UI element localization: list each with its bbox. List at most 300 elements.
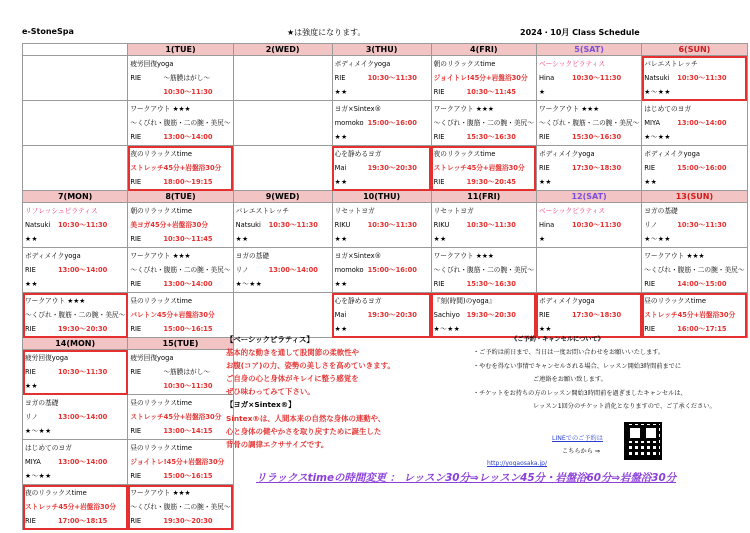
intensity-stars: ★★ xyxy=(235,235,249,244)
class-instructor-row xyxy=(130,424,230,438)
notice-line: ご連絡をお願い致します。 xyxy=(533,376,607,384)
class-entry xyxy=(128,440,232,484)
class-instructor-row xyxy=(434,277,534,291)
class-name: ヨガの基礎 xyxy=(644,207,678,215)
instructor-name: RIKU xyxy=(334,221,351,230)
class-combo: バレトン45分+岩盤浴30分 xyxy=(130,311,215,320)
class-name: 昼のリラックスtime xyxy=(130,297,193,305)
class-subtitle: 〜筋膜はがし〜 xyxy=(163,74,211,83)
class-cell xyxy=(128,146,233,191)
class-instructor-row xyxy=(434,308,534,322)
instructor-name: momoko xyxy=(334,119,364,128)
intensity-stars: ★★ xyxy=(334,178,348,187)
class-instructor-row xyxy=(130,469,230,483)
instructor-name: Natsuki xyxy=(235,221,261,230)
instructor-name: RIKU xyxy=(433,221,450,230)
class-instructor-row xyxy=(644,161,744,175)
notice-line: レッスン1回分のチケット消化となりますので、ご了承ください。 xyxy=(533,403,716,411)
class-time: 19:30〜20:30 xyxy=(58,325,108,334)
instructor-name: RIE xyxy=(130,325,142,334)
class-name: ワークアウト ★★★ xyxy=(130,489,191,497)
class-instructor-row xyxy=(25,322,125,336)
class-instructor-row xyxy=(25,218,125,232)
class-cell xyxy=(536,101,641,146)
day-header: 8(TUE) xyxy=(128,191,233,203)
class-entry xyxy=(432,56,536,100)
intensity-stars: ★〜★★ xyxy=(644,88,671,97)
instructor-name: Natsuki xyxy=(25,221,51,230)
empty-cell xyxy=(233,293,332,338)
class-cell xyxy=(128,56,233,101)
basic-pilates-line: ご自身の心と身体がキレイに整う感覚を xyxy=(226,374,359,384)
intensity-stars: ★★ xyxy=(538,325,552,334)
class-instructor-row xyxy=(335,263,429,277)
day-header: 9(WED) xyxy=(233,191,332,203)
class-entry xyxy=(333,248,431,292)
notice-title: 《ご予約・キャンセルについて》 xyxy=(511,336,604,343)
class-cell xyxy=(128,485,233,530)
class-name: ベーシックピラティス xyxy=(538,207,606,215)
class-name: ボディメイクyoga xyxy=(25,252,81,260)
class-cell xyxy=(23,248,128,293)
class-instructor-row xyxy=(236,218,330,232)
instructor-name: リノ xyxy=(644,221,658,230)
class-instructor-row xyxy=(644,71,744,85)
instructor-name: リノ xyxy=(25,413,39,422)
intensity-stars: ★〜★★ xyxy=(644,235,671,244)
instructor-name: RIE xyxy=(25,517,36,526)
class-time: 13:00〜14:00 xyxy=(163,133,213,142)
instructor-name: RIE xyxy=(130,133,142,142)
day-header: 6(SUN) xyxy=(642,44,747,56)
class-name: 心を静めるヨガ xyxy=(334,150,382,158)
class-combo: ストレッチ45分+岩盤浴30分 xyxy=(644,311,736,320)
class-cell xyxy=(23,350,128,395)
class-name: ヨガ×Sintex® xyxy=(334,252,382,260)
class-name: ボディメイクyoga xyxy=(334,60,391,68)
class-entry xyxy=(128,350,232,394)
class-time: 10:30〜11:30 xyxy=(677,221,727,230)
class-time: 10:30〜11:30 xyxy=(571,74,622,83)
schedule-title: 2024・10月 Class Schedule xyxy=(520,28,640,37)
class-instructor-row xyxy=(130,71,230,85)
relax-time-change-message xyxy=(256,469,676,484)
class-time: 10:30〜11:30 xyxy=(677,74,727,83)
class-instructor-row xyxy=(434,85,534,99)
empty-cell xyxy=(233,101,332,146)
class-time: 15:30〜16:30 xyxy=(466,280,516,289)
intensity-stars: ★★ xyxy=(334,280,348,289)
class-entry xyxy=(234,203,332,247)
sintex-line: 心と身体の健やかさを取り戻すために誕生した xyxy=(226,426,382,436)
class-time: 13:00〜14:00 xyxy=(58,413,108,422)
intensity-note: ★は強度になります。 xyxy=(287,28,366,37)
instructor-name: RIE xyxy=(433,88,445,97)
no-day xyxy=(431,485,536,530)
class-time: 13:00〜14:00 xyxy=(163,280,213,289)
instructor-name: Mai xyxy=(334,311,347,320)
class-name: 昼のリラックスtime xyxy=(644,297,706,305)
class-combo: ジョイトレ!45分+岩盤浴30分 xyxy=(433,74,528,83)
class-time: 13:00〜14:00 xyxy=(268,266,318,275)
class-entry xyxy=(642,248,746,292)
class-combo: ストレッチ45分+岩盤浴30分 xyxy=(25,503,117,512)
sintex-title: 【ヨガ×Sintex®】 xyxy=(226,400,296,410)
class-instructor-row xyxy=(130,130,230,144)
empty-cell xyxy=(233,146,332,191)
line-reservation-arrow: こちらから ⇒ xyxy=(562,448,601,455)
class-subtitle: 〜くびれ・腹筋・二の腕・美尻〜 xyxy=(130,119,231,128)
instructor-name: RIE xyxy=(130,427,142,436)
class-name: リセットヨガ xyxy=(433,207,474,215)
class-time: 17:30〜18:30 xyxy=(571,311,622,320)
class-time: 15:00〜16:00 xyxy=(367,119,417,128)
intensity-stars: ★★ xyxy=(25,280,38,289)
class-cell xyxy=(23,395,128,440)
day-header: 1(TUE) xyxy=(128,44,233,56)
class-time: 10:30〜11:30 xyxy=(58,221,108,230)
instructor-name: RIE xyxy=(130,517,142,526)
class-name: 『刻(時間)のyoga』 xyxy=(433,297,496,305)
blank-header xyxy=(23,44,128,56)
class-subtitle: 〜くびれ・腹筋・二の腕・美尻〜 xyxy=(130,503,231,512)
sintex-line: 背骨の調律エクササイズです。 xyxy=(226,439,329,449)
class-combo: ストレッチ45分+岩盤浴30分 xyxy=(130,164,222,173)
day-header: 4(FRI) xyxy=(431,44,536,56)
class-entry xyxy=(333,146,431,190)
class-entry xyxy=(23,203,127,247)
class-name: バレエストレッチ xyxy=(235,207,290,215)
class-cell xyxy=(23,485,128,530)
class-time: 13:00〜14:00 xyxy=(58,266,108,275)
class-instructor-row xyxy=(539,71,639,85)
class-instructor-row xyxy=(130,322,230,336)
class-name: 心を静めるヨガ xyxy=(334,297,382,305)
class-entry xyxy=(23,350,127,394)
class-entry xyxy=(642,101,746,145)
class-entry xyxy=(23,293,127,337)
instructor-name: RIE xyxy=(130,368,142,377)
instructor-name: リノ xyxy=(235,266,249,275)
class-row xyxy=(23,203,748,248)
day-header: 3(THU) xyxy=(332,44,431,56)
class-instructor-row xyxy=(25,455,125,469)
class-name: 疲労回復yoga xyxy=(130,60,174,68)
instructor-name: RIE xyxy=(644,325,656,334)
instructor-name: RIE xyxy=(334,74,346,83)
empty-cell xyxy=(23,146,128,191)
sintex-line: Sintex®は、人間本来の自然な身体の連動や、 xyxy=(226,413,386,423)
class-name: リセットヨガ xyxy=(334,207,375,215)
instructor-name: RIE xyxy=(644,280,656,289)
class-combo: ジョイトレ!45分+岩盤浴30分 xyxy=(130,458,225,467)
class-subtitle: 〜くびれ・腹筋・二の腕・美尻〜 xyxy=(538,119,640,128)
intensity-stars: ★★ xyxy=(334,133,348,142)
class-instructor-row xyxy=(434,218,534,232)
intensity-stars: ★ xyxy=(538,235,546,244)
class-name: 夜のリラックスtime xyxy=(433,150,496,158)
class-time: 14:00〜15:00 xyxy=(677,280,727,289)
class-time: 19:30〜20:30 xyxy=(163,517,213,526)
instructor-name: Hina xyxy=(538,74,555,83)
class-cell xyxy=(128,395,233,440)
instructor-name: Hina xyxy=(538,221,555,230)
intensity-stars: ★〜★★ xyxy=(25,427,52,436)
class-instructor-row xyxy=(335,161,429,175)
instructor-name: RIE xyxy=(644,164,656,173)
class-name: リフレッシュピラティス xyxy=(25,207,98,215)
basic-pilates-line: お腹(コア)の力、姿勢の美しさを高めていきます。 xyxy=(226,361,395,371)
empty-cell xyxy=(536,248,641,293)
intensity-stars: ★〜★★ xyxy=(235,280,263,289)
class-cell xyxy=(233,203,332,248)
class-entry xyxy=(333,56,431,100)
class-combo: ストレッチ45分+岩盤浴30分 xyxy=(130,413,222,422)
class-instructor-row xyxy=(335,308,429,322)
class-time: 10:30〜11:30 xyxy=(466,221,516,230)
class-entry xyxy=(23,395,127,439)
class-time: 10:30〜11:45 xyxy=(466,88,516,97)
class-time: 10:30〜11:30 xyxy=(571,221,622,230)
class-name: ワークアウト ★★★ xyxy=(644,252,705,260)
class-subtitle: 〜くびれ・腹筋・二の腕・美尻〜 xyxy=(644,266,745,275)
class-name: はじめてのヨガ xyxy=(25,444,72,452)
intensity-stars: ★★ xyxy=(538,178,552,187)
class-info xyxy=(226,333,448,451)
day-header: 11(FRI) xyxy=(431,191,536,203)
class-instructor-row xyxy=(335,71,429,85)
class-instructor-row xyxy=(130,277,230,291)
class-cell xyxy=(431,101,536,146)
instructor-name: Natsuki xyxy=(644,74,670,83)
class-entry xyxy=(128,56,232,100)
class-time: 19:30〜20:30 xyxy=(466,311,516,320)
class-cell xyxy=(536,293,641,338)
class-time: 18:00〜19:15 xyxy=(163,178,213,187)
class-time: 19:30〜20:30 xyxy=(367,164,417,173)
instructor-name: RIE xyxy=(130,280,142,289)
class-entry xyxy=(432,248,536,292)
basic-pilates-line: ぜひ味わってみて下さい。 xyxy=(226,387,315,397)
no-day xyxy=(332,485,431,530)
no-day xyxy=(233,485,332,530)
class-name: ワークアウト ★★★ xyxy=(130,105,191,113)
class-time: 10:30〜11:30 xyxy=(163,88,213,97)
class-entry xyxy=(333,203,431,247)
class-instructor-row xyxy=(539,218,639,232)
class-instructor-row xyxy=(434,175,534,189)
class-entry xyxy=(23,485,127,529)
class-time: 10:30〜11:30 xyxy=(268,221,318,230)
class-instructor-row xyxy=(539,308,639,322)
class-entry xyxy=(333,101,431,145)
class-name: 夜のリラックスtime xyxy=(25,489,87,497)
class-time: 19:30〜20:30 xyxy=(367,311,417,320)
class-name: 疲労回復yoga xyxy=(25,354,69,362)
class-entry xyxy=(537,101,641,145)
class-subtitle: 〜くびれ・腹筋・二の腕・美尻〜 xyxy=(130,266,231,275)
class-instructor-row xyxy=(25,365,125,379)
class-time: 19:30〜20:45 xyxy=(466,178,516,187)
class-row xyxy=(23,293,748,338)
class-row xyxy=(23,485,748,530)
day-header: 15(TUE) xyxy=(128,338,233,350)
class-entry xyxy=(432,293,536,337)
class-cell xyxy=(431,56,536,101)
class-cell xyxy=(128,350,233,395)
instructor-name: Sachiyo xyxy=(433,311,460,320)
no-day xyxy=(642,485,747,530)
class-instructor-row xyxy=(25,514,125,528)
class-name: バレエストレッチ xyxy=(644,60,698,68)
instructor-name: Mai xyxy=(334,164,347,173)
class-entry xyxy=(128,248,232,292)
class-entry xyxy=(537,146,641,190)
class-time: 15:00〜16:00 xyxy=(677,164,727,173)
class-time: 13:00〜14:00 xyxy=(677,119,727,128)
no-day xyxy=(536,485,641,530)
instructor-name: RIE xyxy=(130,472,142,481)
class-instructor-row xyxy=(130,514,230,528)
class-time: 15:00〜16:15 xyxy=(163,325,213,334)
notice-line: ・やむを得ない事情でキャンセルされる場合、レッスン開始3時間前までに xyxy=(473,362,682,370)
line-reservation-link[interactable]: LINEでのご予約は xyxy=(552,435,603,442)
day-header: 14(MON) xyxy=(23,338,128,350)
class-name: 昼のリラックスtime xyxy=(130,399,193,407)
class-entry xyxy=(128,485,232,529)
class-subtitle: 〜くびれ・腹筋・二の腕・美尻〜 xyxy=(433,119,534,128)
class-entry xyxy=(432,101,536,145)
basic-pilates-line: 基本的な動きを通して股関節の柔軟性や xyxy=(226,348,360,358)
class-cell xyxy=(642,146,747,191)
intensity-stars: ★〜★★ xyxy=(644,133,671,142)
class-name: ワークアウト ★★★ xyxy=(433,105,494,113)
class-combo: 美ヨガ45分+岩盤浴30分 xyxy=(130,221,209,230)
class-entry xyxy=(128,203,232,247)
class-entry xyxy=(128,146,232,190)
class-cell xyxy=(332,56,431,101)
day-header: 2(WED) xyxy=(233,44,332,56)
class-time: 10:30〜11:45 xyxy=(163,235,213,244)
instructor-name: RIE xyxy=(433,280,445,289)
class-name: ボディメイクyoga xyxy=(538,150,595,158)
class-cell xyxy=(128,293,233,338)
instructor-name: RIE xyxy=(25,325,36,334)
class-instructor-row xyxy=(539,161,639,175)
class-cell xyxy=(431,293,536,338)
class-cell xyxy=(128,203,233,248)
intensity-stars: ★★ xyxy=(334,88,348,97)
class-entry xyxy=(234,248,332,292)
class-cell xyxy=(128,101,233,146)
class-cell xyxy=(332,248,431,293)
instructor-name: RIE xyxy=(538,133,550,142)
class-cell xyxy=(23,203,128,248)
class-row xyxy=(23,56,748,101)
class-cell xyxy=(642,293,747,338)
class-name: ボディメイクyoga xyxy=(644,150,700,158)
basic-pilates-title: 【ベーシックピラティス】 xyxy=(226,335,314,344)
class-instructor-row xyxy=(335,116,429,130)
instructor-name: RIE xyxy=(538,164,550,173)
class-entry xyxy=(537,56,641,100)
notice-line: ・チケットをお持ちの方のレッスン開始3時間前を過ぎましたキャンセルは、 xyxy=(473,389,687,397)
class-name: ワークアウト ★★★ xyxy=(25,297,86,305)
notice-line: ・ご予約は前日まで、当日は一度お問い合わせをお願いいたします。 xyxy=(473,349,665,357)
instructor-name: RIE xyxy=(130,235,142,244)
class-time: 15:30〜16:30 xyxy=(466,133,516,142)
intensity-stars: ★★ xyxy=(334,235,348,244)
class-entry xyxy=(128,395,232,439)
class-time: 16:00〜17:15 xyxy=(677,325,727,334)
class-time: 17:00〜18:15 xyxy=(58,517,108,526)
intensity-stars: ★〜★★ xyxy=(433,325,461,334)
intensity-stars: ★★ xyxy=(644,178,658,187)
intensity-stars: ★★ xyxy=(433,235,447,244)
class-name: はじめてのヨガ xyxy=(644,105,692,113)
class-name: ヨガの基礎 xyxy=(25,399,59,407)
qr-code-icon[interactable] xyxy=(624,422,662,460)
instructor-name: RIE xyxy=(25,266,36,275)
intensity-stars: ★〜★★ xyxy=(25,472,52,481)
class-entry xyxy=(642,56,746,100)
class-cell xyxy=(536,146,641,191)
class-cell xyxy=(536,203,641,248)
empty-cell xyxy=(233,56,332,101)
class-cell xyxy=(23,440,128,485)
class-cell xyxy=(23,293,128,338)
instructor-name: RIE xyxy=(538,311,550,320)
class-entry xyxy=(537,203,641,247)
class-cell xyxy=(536,56,641,101)
class-time: 10:30〜11:30 xyxy=(163,382,213,391)
class-cell xyxy=(332,101,431,146)
class-cell xyxy=(642,248,747,293)
website-link[interactable]: http://yogaosaka.jp/ xyxy=(487,460,548,467)
instructor-name: RIE xyxy=(433,178,445,187)
class-name: 朝のリラックスtime xyxy=(433,60,496,68)
class-entry xyxy=(128,101,232,145)
class-cell xyxy=(431,146,536,191)
class-instructor-row xyxy=(25,410,125,424)
class-entry xyxy=(642,293,746,337)
class-entry xyxy=(333,293,431,337)
class-cell xyxy=(233,248,332,293)
class-row xyxy=(23,101,748,146)
class-cell xyxy=(642,56,747,101)
class-time: 17:30〜18:30 xyxy=(571,164,622,173)
class-instructor-row xyxy=(434,130,534,144)
class-name: 夜のリラックスtime xyxy=(130,150,193,158)
instructor-name: RIE xyxy=(130,74,142,83)
class-row xyxy=(23,146,748,191)
class-cell xyxy=(431,203,536,248)
intensity-stars: ★ xyxy=(538,88,546,97)
class-cell xyxy=(128,440,233,485)
instructor-name: momoko xyxy=(334,266,364,275)
class-instructor-row xyxy=(130,232,230,246)
class-instructor-row xyxy=(644,277,744,291)
empty-cell xyxy=(23,56,128,101)
class-entry xyxy=(537,293,641,337)
class-entry xyxy=(128,293,232,337)
class-time: 13:00〜14:15 xyxy=(163,427,213,436)
instructor-name: RIE xyxy=(433,133,445,142)
class-name: ヨガの基礎 xyxy=(235,252,270,260)
class-time: 15:30〜16:30 xyxy=(571,133,622,142)
instructor-name: MIYA xyxy=(644,119,661,128)
brand-name: e-StoneSpa xyxy=(22,27,74,36)
